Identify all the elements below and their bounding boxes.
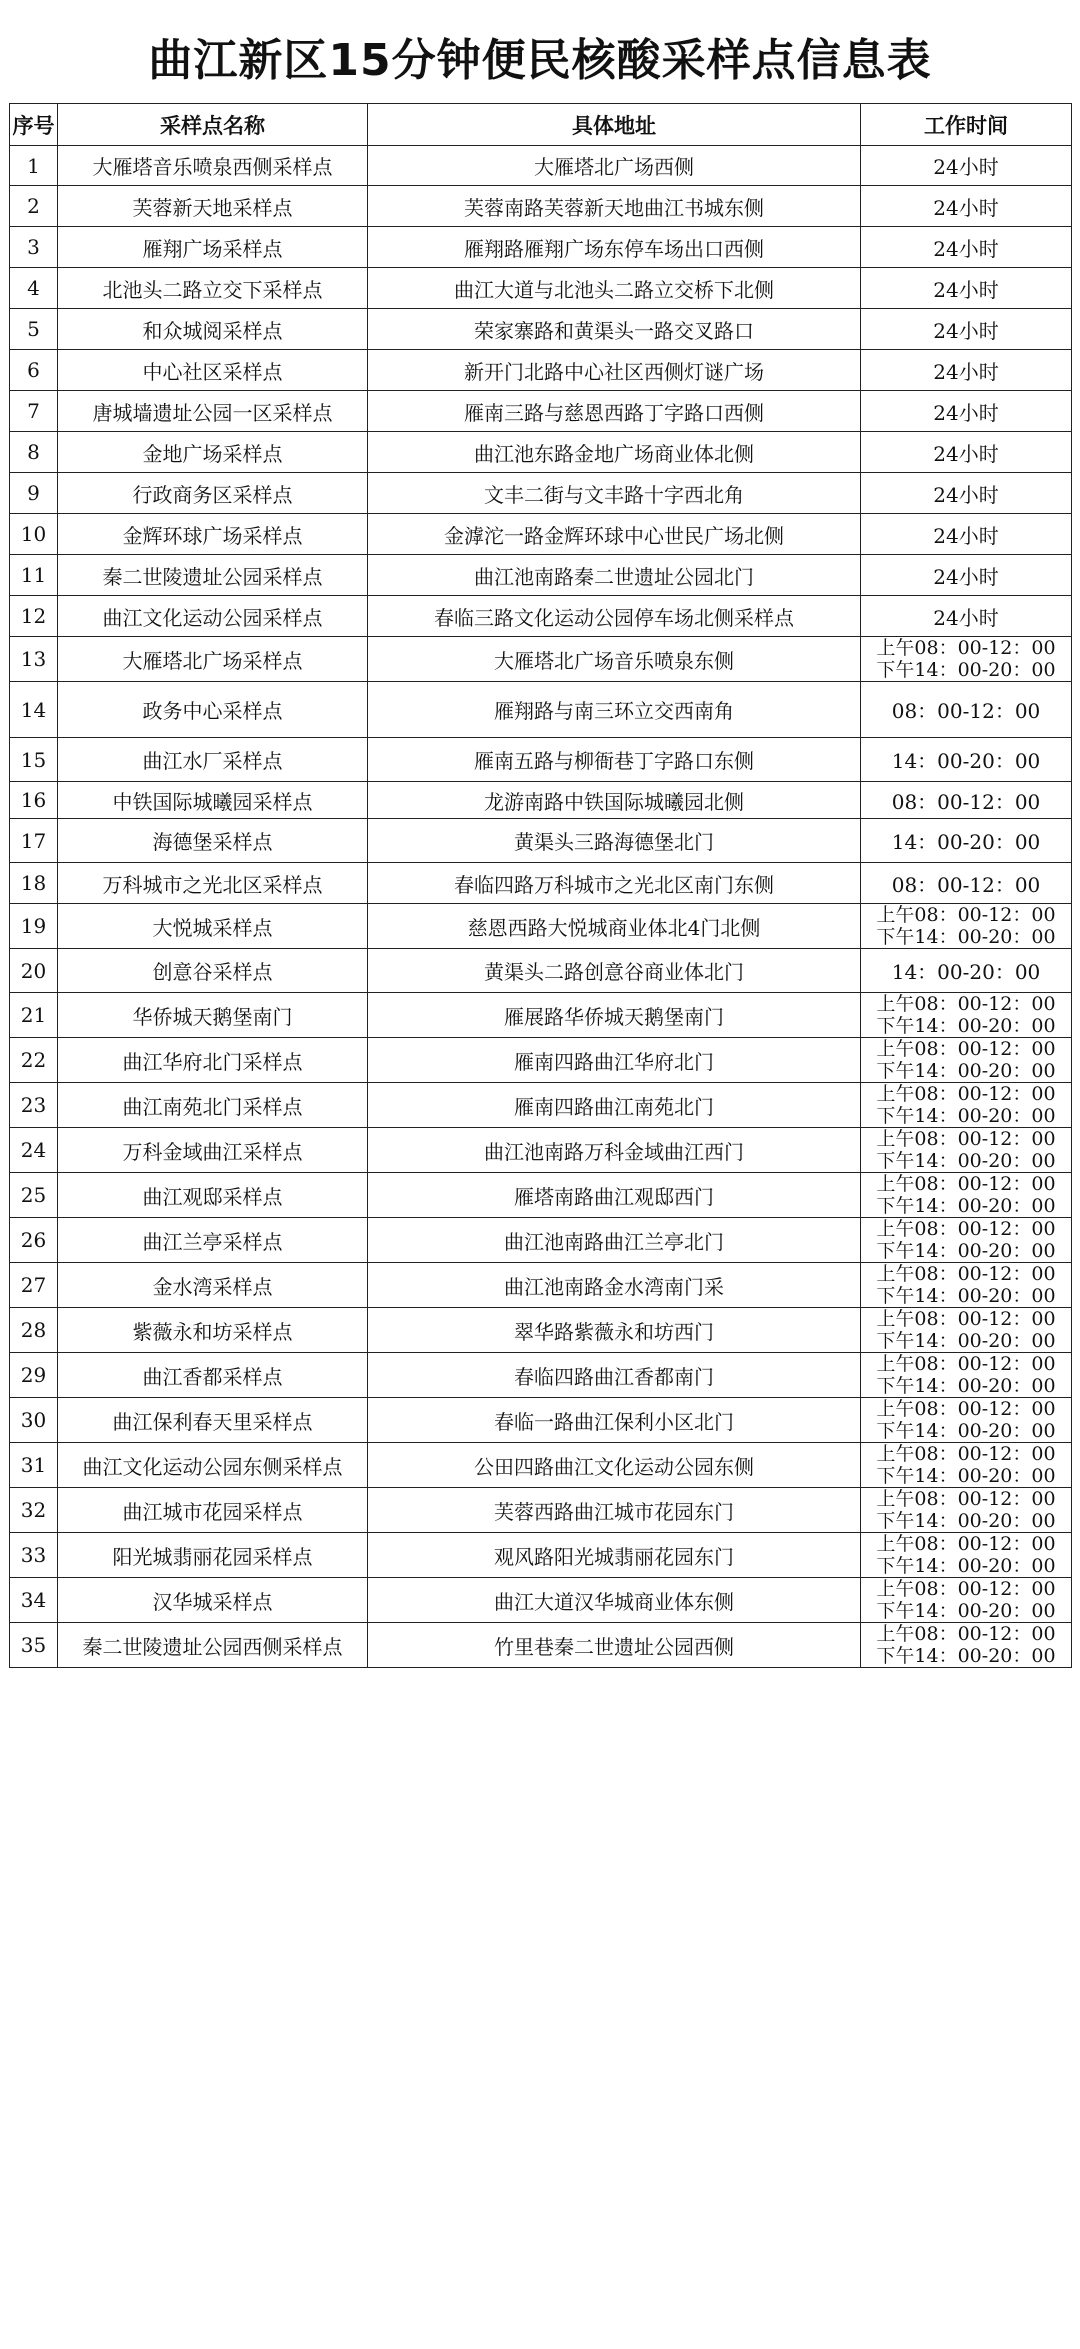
work-hours-line: 24小时 [933,277,999,302]
work-hours-line: 上午08：00-12：00 [876,904,1056,926]
row-index: 11 [10,555,58,596]
work-hours-line: 下午14：00-20：00 [876,1195,1056,1217]
table-row [10,391,1072,432]
table-row [10,1578,1072,1623]
work-hours [861,782,1072,819]
site-name: 大雁塔音乐喷泉西侧采样点 [58,146,368,186]
work-hours [861,309,1072,350]
site-name: 华侨城天鹅堡南门 [58,993,368,1038]
work-hours-line: 24小时 [933,441,999,466]
site-name: 政务中心采样点 [58,682,368,738]
work-hours-line: 上午08：00-12：00 [876,1623,1056,1645]
site-address: 春临四路万科城市之光北区南门东侧 [368,863,861,904]
work-hours-line: 14：00-20：00 [891,830,1041,854]
work-hours-line: 08：00-12：00 [891,789,1041,814]
site-name: 曲江城市花园采样点 [58,1488,368,1533]
table-row [10,1308,1072,1353]
work-hours-line: 08：00-12：00 [891,872,1041,897]
site-name: 北池头二路立交下采样点 [58,268,368,309]
work-hours [861,1308,1072,1353]
work-hours-line: 24小时 [933,236,999,261]
work-hours [861,1533,1072,1578]
site-address: 芙蓉南路芙蓉新天地曲江书城东侧 [368,186,861,227]
site-name: 金水湾采样点 [58,1263,368,1308]
work-hours [861,1038,1072,1083]
row-index: 5 [10,309,58,350]
work-hours [861,1128,1072,1173]
table-row [10,1038,1072,1083]
work-hours-line: 上午08：00-12：00 [876,1038,1056,1060]
row-index: 2 [10,186,58,227]
row-index: 28 [10,1308,58,1353]
work-hours [861,863,1072,904]
site-name: 曲江水厂采样点 [58,738,368,782]
table-row [10,1398,1072,1443]
table-row [10,1623,1072,1668]
site-address: 曲江池南路秦二世遗址公园北门 [368,555,861,596]
work-hours-line: 24小时 [933,605,999,630]
site-address: 慈恩西路大悦城商业体北4门北侧 [368,904,861,949]
work-hours-line: 下午14：00-20：00 [876,1645,1056,1667]
work-hours-line: 24小时 [933,523,999,548]
work-hours [861,555,1072,596]
site-name: 秦二世陵遗址公园采样点 [58,555,368,596]
row-index: 19 [10,904,58,949]
table-row [10,1263,1072,1308]
sampling-sites-table [9,103,1072,1668]
work-hours-line: 下午14：00-20：00 [876,1420,1056,1442]
site-address: 公田四路曲江文化运动公园东侧 [368,1443,861,1488]
row-index: 8 [10,432,58,473]
row-index: 32 [10,1488,58,1533]
work-hours-line: 下午14：00-20：00 [876,926,1056,948]
table-row [10,863,1072,904]
row-index: 27 [10,1263,58,1308]
row-index: 35 [10,1623,58,1668]
site-address: 春临三路文化运动公园停车场北侧采样点 [368,596,861,637]
table-row [10,473,1072,514]
work-hours-line: 下午14：00-20：00 [876,1375,1056,1397]
work-hours-line: 上午08：00-12：00 [876,1578,1056,1600]
row-index: 14 [10,682,58,738]
table-row [10,227,1072,268]
table-row [10,819,1072,863]
site-address: 黄渠头三路海德堡北门 [368,819,861,863]
site-name: 曲江香都采样点 [58,1353,368,1398]
header-row [10,104,1072,146]
work-hours-line: 上午08：00-12：00 [876,1128,1056,1150]
row-index: 24 [10,1128,58,1173]
table-row [10,432,1072,473]
work-hours-line: 下午14：00-20：00 [876,1465,1056,1487]
work-hours [861,1173,1072,1218]
row-index: 10 [10,514,58,555]
table-row [10,904,1072,949]
site-name: 曲江观邸采样点 [58,1173,368,1218]
table-row [10,350,1072,391]
row-index: 3 [10,227,58,268]
row-index: 4 [10,268,58,309]
work-hours-line: 下午14：00-20：00 [876,659,1056,681]
work-hours [861,682,1072,738]
work-hours-line: 下午14：00-20：00 [876,1105,1056,1127]
work-hours-line: 24小时 [933,195,999,220]
site-address: 雁翔路雁翔广场东停车场出口西侧 [368,227,861,268]
site-address: 雁南四路曲江华府北门 [368,1038,861,1083]
work-hours [861,473,1072,514]
site-address: 雁南五路与柳衙巷丁字路口东侧 [368,738,861,782]
work-hours [861,1353,1072,1398]
site-address: 雁展路华侨城天鹅堡南门 [368,993,861,1038]
table-row [10,1173,1072,1218]
table-row [10,268,1072,309]
work-hours [861,227,1072,268]
site-address: 曲江大道汉华城商业体东侧 [368,1578,861,1623]
work-hours [861,1488,1072,1533]
site-name: 万科城市之光北区采样点 [58,863,368,904]
site-address: 曲江池南路曲江兰亭北门 [368,1218,861,1263]
row-index: 7 [10,391,58,432]
work-hours-line: 下午14：00-20：00 [876,1510,1056,1532]
site-address: 大雁塔北广场音乐喷泉东侧 [368,637,861,682]
header-hours: 工作时间 [861,104,1072,146]
work-hours [861,432,1072,473]
site-address: 芙蓉西路曲江城市花园东门 [368,1488,861,1533]
site-address: 黄渠头二路创意谷商业体北门 [368,949,861,993]
work-hours-line: 上午08：00-12：00 [876,1083,1056,1105]
site-name: 雁翔广场采样点 [58,227,368,268]
site-address: 曲江池东路金地广场商业体北侧 [368,432,861,473]
header-name: 采样点名称 [58,104,368,146]
row-index: 30 [10,1398,58,1443]
row-index: 17 [10,819,58,863]
work-hours [861,819,1072,863]
row-index: 34 [10,1578,58,1623]
site-name: 中心社区采样点 [58,350,368,391]
work-hours [861,1083,1072,1128]
work-hours-line: 24小时 [933,400,999,425]
work-hours [861,904,1072,949]
site-address: 观风路阳光城翡丽花园东门 [368,1533,861,1578]
table-row [10,637,1072,682]
table-row [10,309,1072,350]
row-index: 16 [10,782,58,819]
table-row [10,186,1072,227]
work-hours [861,1578,1072,1623]
site-address: 雁翔路与南三环立交西南角 [368,682,861,738]
site-address: 曲江池南路金水湾南门采 [368,1263,861,1308]
work-hours [861,949,1072,993]
row-index: 22 [10,1038,58,1083]
work-hours [861,350,1072,391]
site-name: 阳光城翡丽花园采样点 [58,1533,368,1578]
site-name: 曲江兰亭采样点 [58,1218,368,1263]
work-hours-line: 上午08：00-12：00 [876,1488,1056,1510]
site-name: 大雁塔北广场采样点 [58,637,368,682]
work-hours [861,268,1072,309]
site-name: 和众城阅采样点 [58,309,368,350]
work-hours [861,637,1072,682]
site-name: 曲江文化运动公园东侧采样点 [58,1443,368,1488]
work-hours [861,738,1072,782]
site-name: 创意谷采样点 [58,949,368,993]
row-index: 1 [10,146,58,186]
table-row [10,1533,1072,1578]
table-row [10,1128,1072,1173]
table-row [10,596,1072,637]
site-name: 行政商务区采样点 [58,473,368,514]
work-hours-line: 14：00-20：00 [891,749,1041,773]
row-index: 29 [10,1353,58,1398]
site-name: 曲江保利春天里采样点 [58,1398,368,1443]
work-hours-line: 上午08：00-12：00 [876,1308,1056,1330]
row-index: 9 [10,473,58,514]
work-hours-line: 08：00-12：00 [891,699,1041,723]
site-name: 大悦城采样点 [58,904,368,949]
work-hours [861,514,1072,555]
work-hours-line: 24小时 [933,359,999,384]
site-name: 中铁国际城曦园采样点 [58,782,368,819]
table-row [10,555,1072,596]
work-hours [861,993,1072,1038]
page-title: 曲江新区15分钟便民核酸采样点信息表 [148,35,932,86]
table-body [10,146,1072,1668]
site-name: 曲江文化运动公园采样点 [58,596,368,637]
table-row [10,738,1072,782]
row-index: 18 [10,863,58,904]
site-name: 海德堡采样点 [58,819,368,863]
header-address: 具体地址 [368,104,861,146]
site-address: 雁南三路与慈恩西路丁字路口西侧 [368,391,861,432]
work-hours-line: 24小时 [933,482,999,507]
work-hours-line: 下午14：00-20：00 [876,1555,1056,1577]
work-hours-line: 14：00-20：00 [891,960,1041,984]
work-hours-line: 上午08：00-12：00 [876,1263,1056,1285]
work-hours-line: 下午14：00-20：00 [876,1060,1056,1082]
site-address: 大雁塔北广场西侧 [368,146,861,186]
table-row [10,993,1072,1038]
site-address: 雁南四路曲江南苑北门 [368,1083,861,1128]
site-address: 翠华路紫薇永和坊西门 [368,1308,861,1353]
work-hours-line: 24小时 [933,155,999,179]
work-hours [861,1398,1072,1443]
site-address: 文丰二街与文丰路十字西北角 [368,473,861,514]
table-row [10,1083,1072,1128]
work-hours-line: 上午08：00-12：00 [876,1533,1056,1555]
row-index: 26 [10,1218,58,1263]
work-hours-line: 上午08：00-12：00 [876,637,1056,659]
site-name: 曲江南苑北门采样点 [58,1083,368,1128]
row-index: 21 [10,993,58,1038]
table-row [10,1218,1072,1263]
table-row [10,1443,1072,1488]
work-hours-line: 下午14：00-20：00 [876,1015,1056,1037]
work-hours [861,186,1072,227]
site-name: 曲江华府北门采样点 [58,1038,368,1083]
table-row [10,1488,1072,1533]
table-row [10,1353,1072,1398]
work-hours-line: 24小时 [933,564,999,589]
work-hours-line: 上午08：00-12：00 [876,1353,1056,1375]
site-name: 万科金域曲江采样点 [58,1128,368,1173]
work-hours-line: 下午14：00-20：00 [876,1150,1056,1172]
work-hours-line: 下午14：00-20：00 [876,1330,1056,1352]
work-hours [861,391,1072,432]
site-name: 唐城墙遗址公园一区采样点 [58,391,368,432]
row-index: 15 [10,738,58,782]
site-address: 竹里巷秦二世遗址公园西侧 [368,1623,861,1668]
site-address: 春临四路曲江香都南门 [368,1353,861,1398]
work-hours-line: 上午08：00-12：00 [876,1398,1056,1420]
site-address: 曲江池南路万科金域曲江西门 [368,1128,861,1173]
site-name: 紫薇永和坊采样点 [58,1308,368,1353]
table-row [10,146,1072,186]
work-hours-line: 上午08：00-12：00 [876,1218,1056,1240]
site-address: 曲江大道与北池头二路立交桥下北侧 [368,268,861,309]
site-name: 秦二世陵遗址公园西侧采样点 [58,1623,368,1668]
work-hours [861,596,1072,637]
row-index: 13 [10,637,58,682]
row-index: 31 [10,1443,58,1488]
work-hours-line: 下午14：00-20：00 [876,1240,1056,1262]
site-name: 汉华城采样点 [58,1578,368,1623]
site-address: 春临一路曲江保利小区北门 [368,1398,861,1443]
work-hours-line: 下午14：00-20：00 [876,1285,1056,1307]
site-name: 金地广场采样点 [58,432,368,473]
table-row [10,682,1072,738]
site-address: 荣家寨路和黄渠头一路交叉路口 [368,309,861,350]
row-index: 20 [10,949,58,993]
table-row [10,949,1072,993]
header-index: 序号 [10,104,58,146]
site-name: 芙蓉新天地采样点 [58,186,368,227]
site-address: 龙游南路中铁国际城曦园北侧 [368,782,861,819]
row-index: 33 [10,1533,58,1578]
table-row [10,514,1072,555]
site-name: 金辉环球广场采样点 [58,514,368,555]
work-hours-line: 上午08：00-12：00 [876,1173,1056,1195]
work-hours-line: 上午08：00-12：00 [876,1443,1056,1465]
work-hours [861,146,1072,186]
work-hours [861,1263,1072,1308]
row-index: 25 [10,1173,58,1218]
work-hours-line: 上午08：00-12：00 [876,993,1056,1015]
row-index: 23 [10,1083,58,1128]
work-hours-line: 24小时 [933,318,999,343]
work-hours-line: 下午14：00-20：00 [876,1600,1056,1622]
work-hours [861,1623,1072,1668]
site-address: 雁塔南路曲江观邸西门 [368,1173,861,1218]
work-hours [861,1443,1072,1488]
table-row [10,782,1072,819]
site-address: 金滹沱一路金辉环球中心世民广场北侧 [368,514,861,555]
row-index: 6 [10,350,58,391]
work-hours [861,1218,1072,1263]
row-index: 12 [10,596,58,637]
site-address: 新开门北路中心社区西侧灯谜广场 [368,350,861,391]
